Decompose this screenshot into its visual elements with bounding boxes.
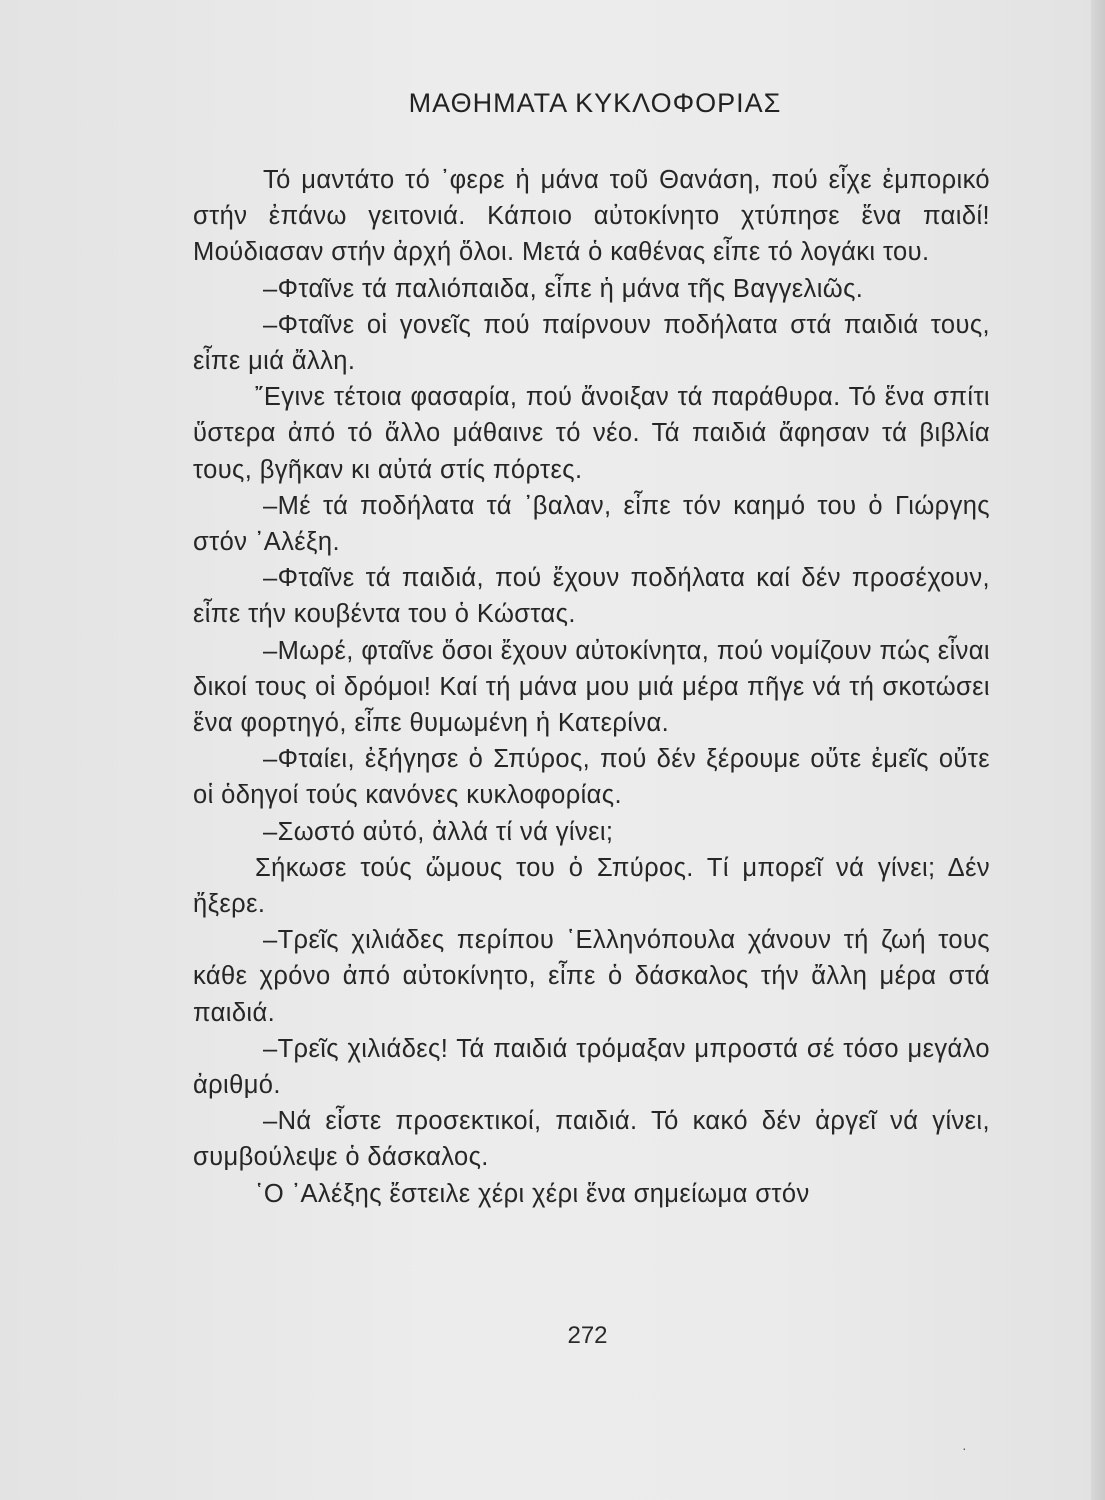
paragraph: –Μέ τά ποδήλατα τά ᾿βαλαν, εἶπε τόν καημό του ὁ Γιώργης στόν ᾿Αλέξη. [193,491,990,557]
paragraph: ῎Εγινε τέτοια φασαρία, πού ἄνοιξαν τά παράθυρα. Τό ἕνα σπίτι ὕστερα ἀπό τό ἄλλο μάθαινε τό νέο. Τά παιδιά ἄφησαν τά βιβλία τους, βγῆκαν κι αὐτά στίς πόρτες. [193,383,990,484]
page-edge-shadow [1091,0,1105,1500]
paragraph: –Νά εἶστε προσεκτικοί, παιδιά. Τό κακό δέν ἀργεῖ νά γίνει, συμβούλεψε ὁ δάσκαλος. [193,1107,990,1172]
page-number: 272 [567,1322,608,1349]
paragraph: –Τρεῖς χιλιάδες περίπου ῾Ελληνόπουλα χάνουν τή ζωή τους κάθε χρόνο ἀπό αὐτοκίνητο, εἶπε ὁ δάσκαλος τήν ἄλλη μέρα στά παιδιά. [193,926,990,1027]
paragraph: –Μωρέ, φταῖνε ὅσοι ἔχουν αὐτοκίνητα, πού νομίζουν πώς εἶναι δικοί τους οἱ δρόμοι! Καί τή μάνα μου μιά μέρα πῆγε νά τή σκοτώσει ἕνα φορτηγό, εἶπε θυμωμένη ἡ Κατερίνα. [193,636,990,738]
paragraph: –Φταῖνε οἱ γονεῖς πού παίρνουν ποδήλατα στά παιδιά τους, εἶπε μιά ἄλλη. [193,310,990,376]
chapter-title: ΜΑΘΗΜΑΤΑ ΚΥΚΛΟΦΟΡΙΑΣ [408,88,782,118]
paragraph: –Φταίει, ἐξήγησε ὁ Σπύρος, πού δέν ξέρουμε οὔτε ἐμεῖς οὔτε οἱ ὁδηγοί τούς κανόνες κυκλοφορίας. [193,745,990,810]
body-text [193,162,990,1212]
paragraph: –Τρεῖς χιλιάδες! Τά παιδιά τρόμαξαν μπροστά σέ τόσο μεγάλο ἀριθμό. [193,1034,990,1100]
paragraph: –Φταῖνε τά παλιόπαιδα, εἶπε ἡ μάνα τῆς Βαγγελιῶς. [263,274,864,303]
paragraph: Σήκωσε τούς ὤμους του ὁ Σπύρος. Τί μπορεῖ νά γίνει; Δέν ἤξερε. [193,853,990,919]
paragraph: ῾Ο ᾿Αλέξης ἔστειλε χέρι χέρι ἕνα σημείωμα στόν [255,1179,810,1208]
scan-speck-icon: · [962,1440,967,1456]
paragraph: –Φταῖνε τά παιδιά, πού ἔχουν ποδήλατα καί δέν προσέχουν, εἶπε τήν κουβέντα του ὁ Κώστας. [193,564,990,629]
paragraph: –Σωστό αὐτό, ἀλλά τί νά γίνει; [263,817,614,846]
paragraph: Τό μαντάτο τό ᾿φερε ἡ μάνα τοῦ Θανάση, πού εἶχε ἐμπορικό στήν ἐπάνω γειτονιά. Κάποιο αὐτοκίνητο χτύπησε ἕνα παιδί! Μούδιασαν στήν ἀρχή ὅλοι. Μετά ὁ καθένας εἶπε τό λογάκι του. [193,166,990,267]
